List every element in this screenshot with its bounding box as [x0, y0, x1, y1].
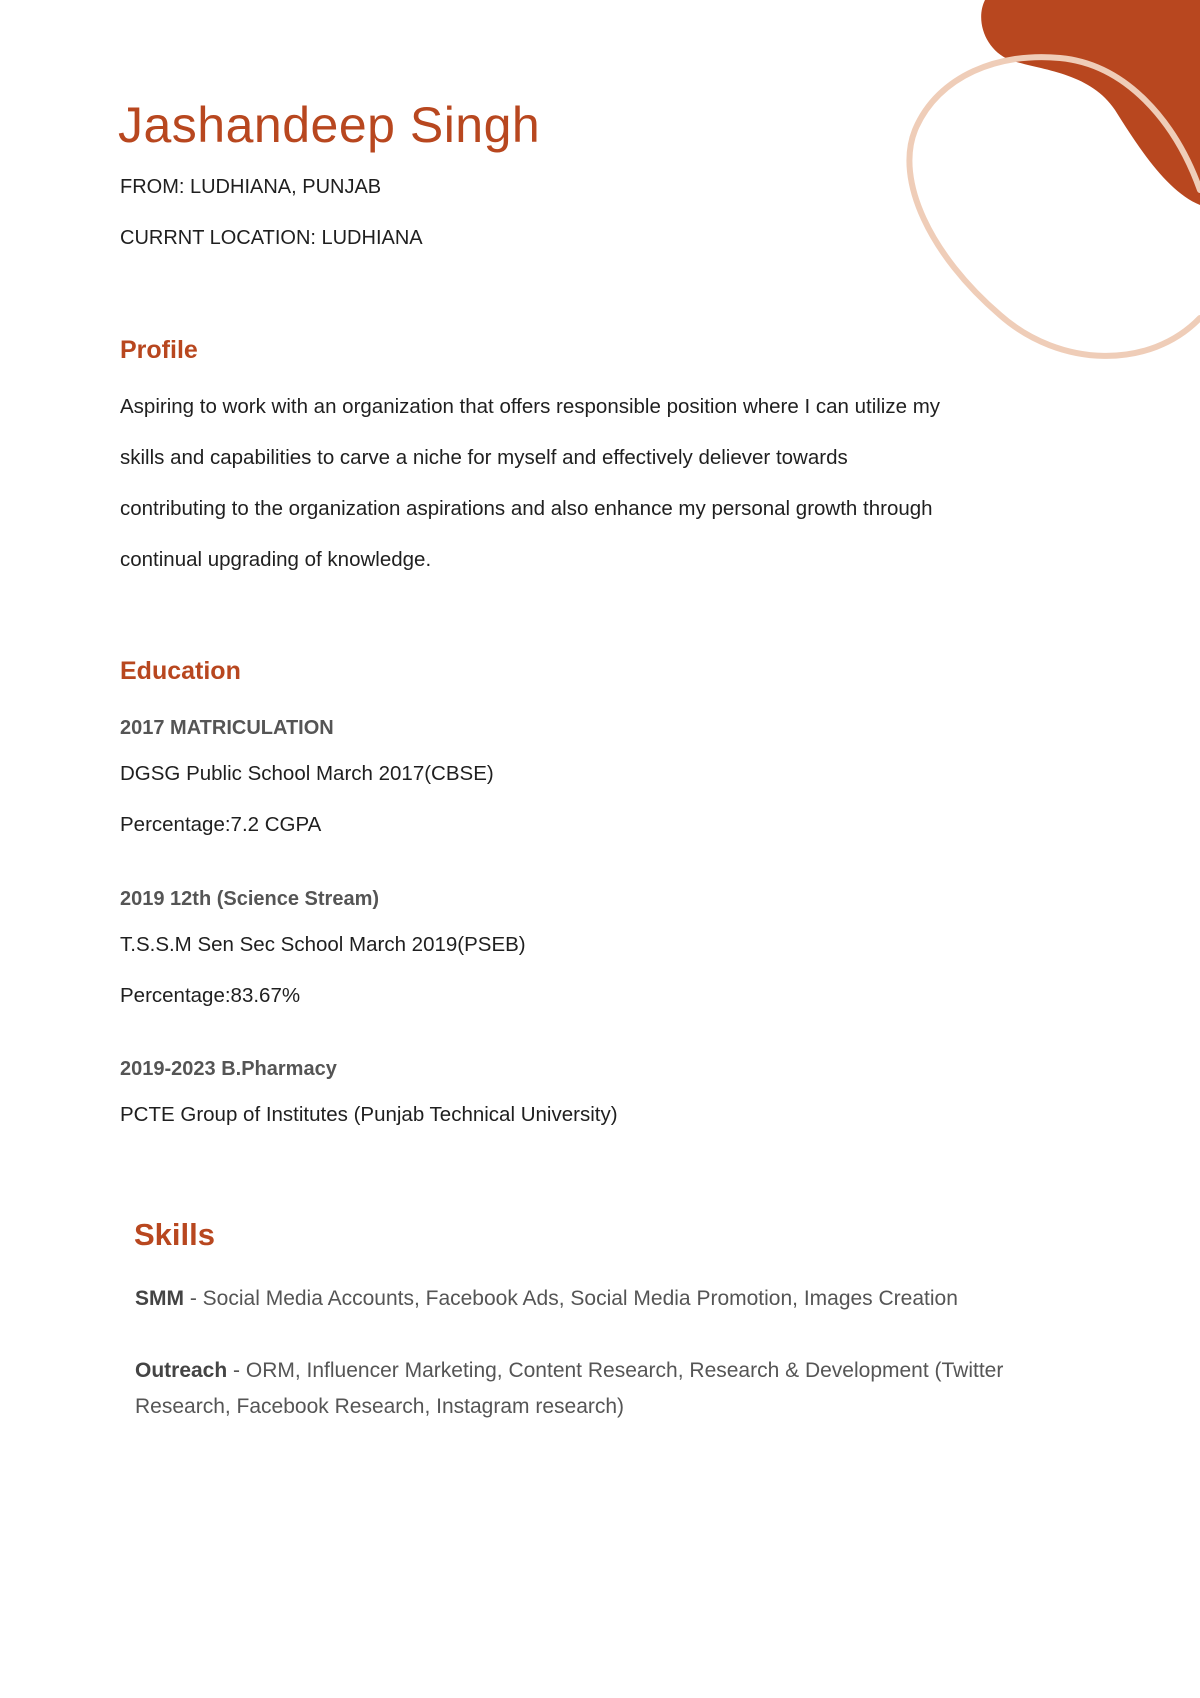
- education-entry-12th: [120, 879, 1020, 1021]
- skill-description: ORM, Influencer Marketing, Content Research, Research & Development (Twitter Research, Facebook Research, Instagram research): [135, 1359, 1004, 1418]
- profile-line: contributing to the organization aspirations and also enhance my personal growth through: [120, 497, 933, 520]
- profile-line: skills and capabilities to carve a niche for myself and effectively deliever towards: [120, 446, 848, 469]
- education-entry-heading: 2019-2023 B.Pharmacy: [120, 1058, 337, 1080]
- education-institution: T.S.S.M Sen Sec School March 2019(PSEB): [120, 933, 526, 956]
- profile-heading: Profile: [120, 336, 198, 364]
- education-institution: DGSG Public School March 2017(CBSE): [120, 762, 494, 785]
- education-score: Percentage:7.2 CGPA: [120, 813, 322, 836]
- skill-item-smm: [135, 1281, 1095, 1317]
- skill-item-outreach: [135, 1353, 1095, 1425]
- skills-heading: Skills: [134, 1217, 215, 1252]
- education-score: Percentage:83.67%: [120, 984, 301, 1007]
- current-location-line: CURRNT LOCATION: LUDHIANA: [120, 227, 423, 249]
- profile-line: continual upgrading of knowledge.: [120, 548, 432, 571]
- education-entry-bpharmacy: [120, 1049, 1020, 1140]
- education-heading: Education: [120, 657, 241, 685]
- profile-line: Aspiring to work with an organization that offers responsible position where I can utilize my: [120, 395, 941, 418]
- skill-label: SMM: [135, 1287, 184, 1310]
- education-entry-heading: 2017 MATRICULATION: [120, 717, 334, 739]
- candidate-name: Jashandeep Singh: [118, 97, 541, 153]
- skill-description: Social Media Accounts, Facebook Ads, Social Media Promotion, Images Creation: [202, 1287, 958, 1310]
- skill-label: Outreach: [135, 1359, 228, 1382]
- education-entry-matriculation: [120, 708, 1020, 850]
- profile-paragraph: [120, 381, 1120, 585]
- education-institution: PCTE Group of Institutes (Punjab Technical University): [120, 1103, 618, 1126]
- skill-separator: -: [184, 1287, 203, 1310]
- skill-separator: -: [227, 1359, 246, 1382]
- hometown-line: FROM: LUDHIANA, PUNJAB: [120, 176, 382, 198]
- education-entry-heading: 2019 12th (Science Stream): [120, 888, 380, 910]
